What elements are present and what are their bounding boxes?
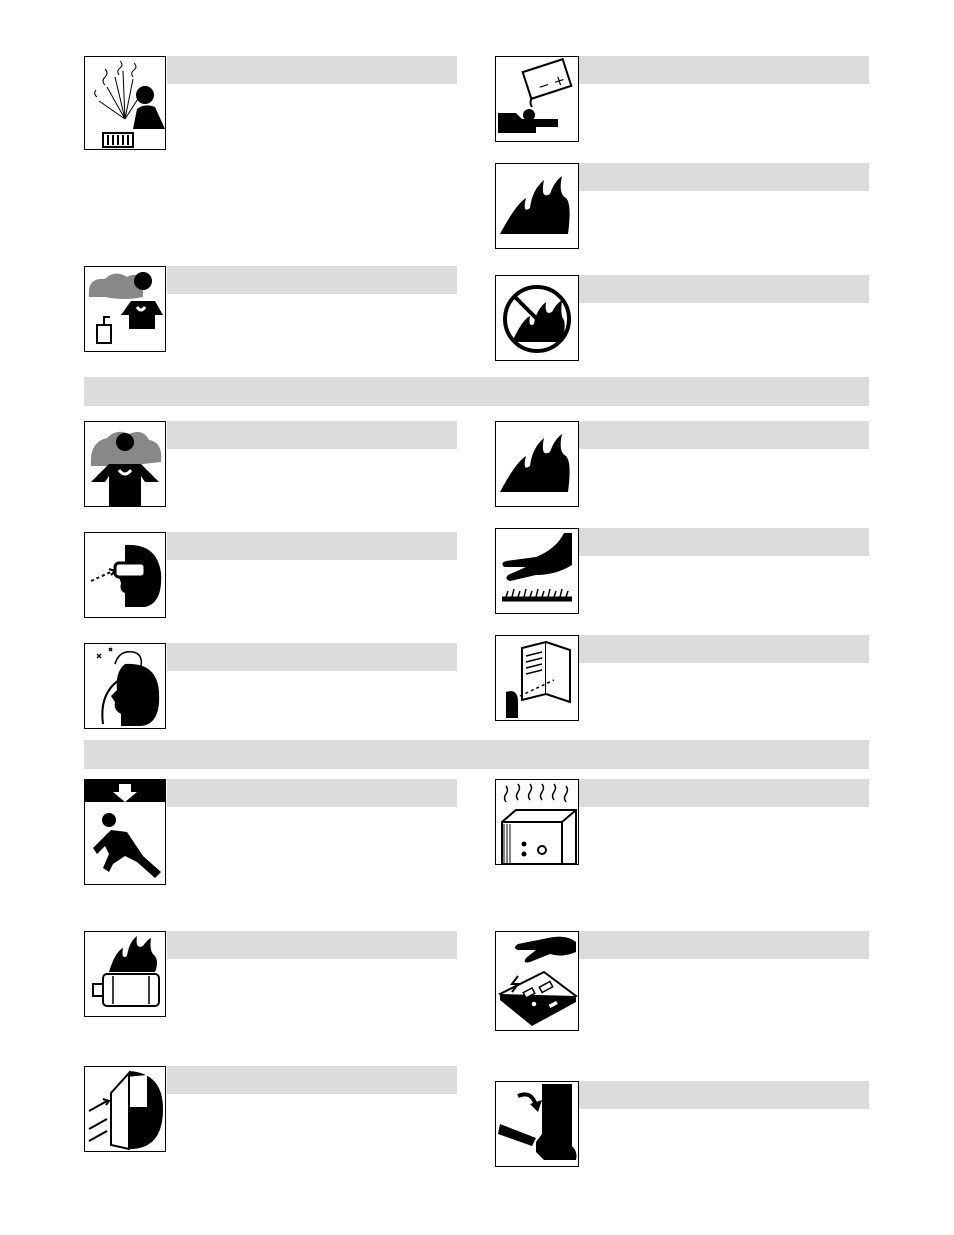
static-electricity-board-icon	[495, 931, 579, 1031]
overheating-equipment-icon	[495, 779, 579, 865]
read-manual-icon	[495, 635, 579, 721]
hazard-title-bar-face-shield	[167, 1066, 457, 1094]
no-flame-prohibition-icon	[495, 275, 579, 361]
hazard-title-bar-battery-explosion	[167, 56, 457, 84]
fire-flames-icon	[495, 163, 579, 249]
falling-equipment-icon	[84, 779, 166, 885]
svg-text:− +: − +	[535, 71, 568, 96]
fire-flames-icon-2	[495, 421, 579, 507]
face-shield-flying-metal-icon	[84, 1066, 166, 1152]
hazard-title-bar-falling	[167, 779, 457, 807]
battery-acid-burn-icon	[495, 56, 579, 142]
hazard-title-bar-breathing	[167, 421, 457, 449]
battery-explosion-icon	[84, 56, 166, 150]
hazard-title-bar-eyes	[167, 532, 457, 560]
eye-protection-goggles-icon	[84, 532, 166, 618]
section-header-bar-1	[84, 377, 869, 406]
hazard-title-bar-fire-2	[579, 421, 869, 449]
exhaust-fumes-person-icon	[84, 266, 166, 352]
hazard-title-bar-no-flame	[579, 275, 869, 303]
noise-hearing-icon	[84, 643, 166, 729]
hazard-title-bar-fumes	[167, 266, 457, 294]
hazard-title-bar-static	[579, 931, 869, 959]
hazard-title-bar-crushing	[579, 1081, 869, 1109]
hazard-title-bar-noise	[167, 643, 457, 671]
section-header-bar-2	[84, 740, 869, 769]
hot-surface-hand-icon	[495, 528, 579, 614]
hazard-title-bar-hot	[579, 528, 869, 556]
hazard-title-bar-overheat	[579, 779, 869, 807]
hazard-title-bar-manual	[579, 635, 869, 663]
hazard-title-bar-battery-acid	[579, 56, 869, 84]
motor-fire-icon	[84, 931, 166, 1017]
hazard-title-bar-fire	[579, 163, 869, 191]
crushing-foot-icon	[495, 1081, 579, 1167]
hazard-title-bar-motor	[167, 931, 457, 959]
breathing-fumes-person-icon	[84, 421, 166, 507]
